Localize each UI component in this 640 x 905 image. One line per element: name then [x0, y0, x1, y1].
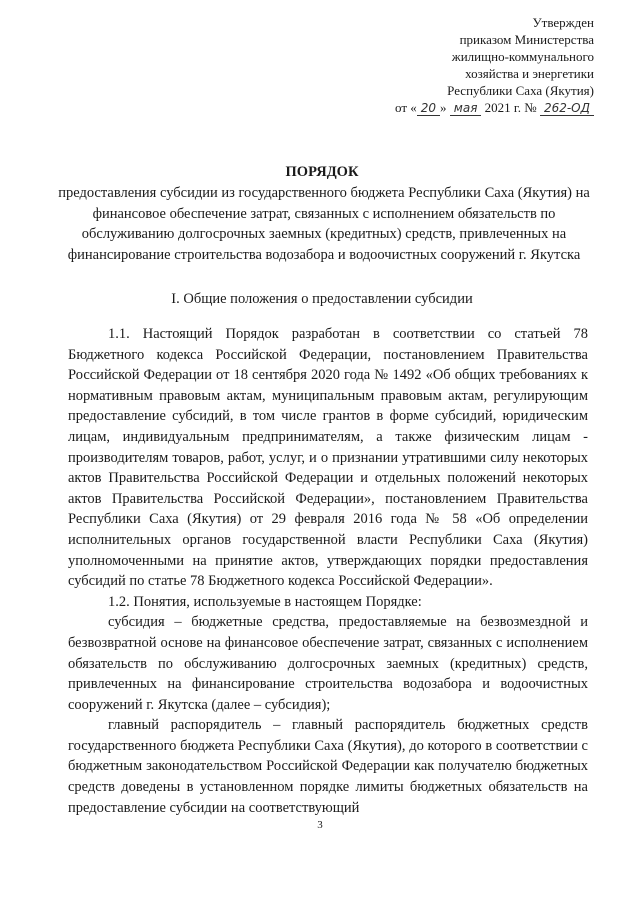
paragraph: 1.1. Настоящий Порядок разработан в соответствии со статьей 78 Бюджетного кодекса Российской Федерации, постановлением Правительства Российской Федерации от 18 сентября 2020 года № 1492 «Об общих требованиях к нормативным правовым актам, муниципальным правовым актам, регулирующим предоставление субсидий, в том числе грантов в форме субсидий, юридическим лицам, индивидуальным предпринимателям, а также физическим лицам - производителям товаров, работ, услуг, и о признании утратившими силу некоторых актов Правительства Российской Федерации и отдельных положений некоторых актов Правительства Российской Федерации», постановлением Правительства Республики Саха (Якутия) от 29 февраля 2016 года № 58 «Об определении исполнительных органов государственной власти Республики Саха (Якутия) уполномоченными на принятие актов, утверждающих порядки предоставления субсидий по статье 78 Бюджетного кодекса Российской Федерации».: [68, 326, 588, 590]
approval-line: жилищно-коммунального: [451, 49, 594, 64]
document-title: ПОРЯДОК: [285, 164, 359, 180]
order-number: 262-ОД: [540, 101, 594, 116]
approval-line: хозяйства и энергетики: [465, 66, 594, 81]
date-prefix: от «: [394, 100, 417, 115]
approval-line: Утвержден: [532, 15, 594, 30]
approval-line: Республики Саха (Якутия): [447, 83, 594, 98]
approval-stamp: [395, 14, 594, 117]
section-heading: I. Общие положения о предоставлении субсидии: [171, 291, 473, 307]
date-mid: »: [440, 100, 447, 115]
document-subtitle: предоставления субсидии из государственного бюджета Республики Саха (Якутия) на финансовое обеспечение затрат, связанных с исполнением обязательств по обслуживанию долгосрочных заемных (кредитных) средств, привлеченных на финансирование строительства водозабора и водоочистных сооружений г. Якутска: [58, 185, 590, 263]
approval-line: приказом Министерства: [459, 32, 594, 47]
approval-date: [395, 99, 594, 117]
date-month: мая: [450, 101, 482, 116]
paragraph: 1.2. Понятия, используемые в настоящем Порядке:: [108, 593, 422, 610]
page-number: 3: [317, 819, 323, 831]
date-day: 20: [417, 101, 440, 116]
paragraph: субсидия – бюджетные средства, предоставляемые на безвозмездной и безвозвратной основе на финансовое обеспечение затрат, связанных с исполнением обязательств по обслуживанию долгосрочных заемных (кредитных) средств, привлеченных на финансирование строительства водозабора и водоочистных сооружений г. Якутска (далее – субсидия);: [68, 614, 588, 713]
document-body: [68, 324, 588, 818]
paragraph: главный распорядитель – главный распорядитель бюджетных средств государственного бюджета Республики Саха (Якутия), до которого в соответствии с бюджетным законодательством Российской Федерации как получателю бюджетных средств доведены в установленном порядке лимиты бюджетных обязательств на предоставление субсидии на соответствующий: [68, 717, 588, 816]
date-year: 2021 г. №: [484, 100, 537, 115]
